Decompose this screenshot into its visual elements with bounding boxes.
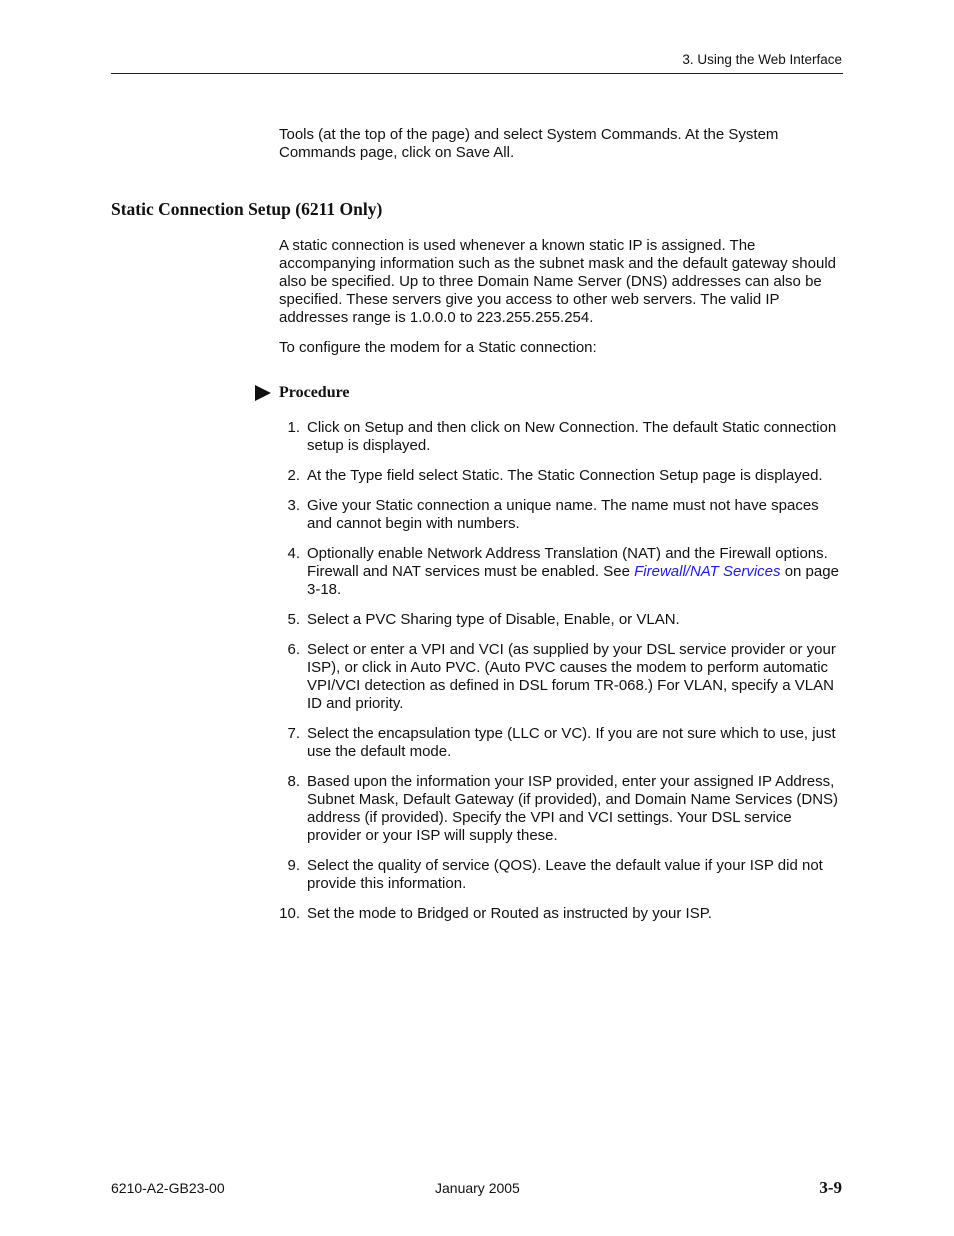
step-text-before: Optionally enable Network Address Translation (NAT) and the Firewall options. Firewall and NAT services must be enabled. See [307,545,828,580]
running-header: 3. Using the Web Interface [682,52,842,67]
procedure-steps [279,419,844,935]
step-number: 10. [279,905,300,922]
header-rule [111,73,843,74]
section-heading: Static Connection Setup (6211 Only) [111,199,383,219]
footer-date: January 2005 [435,1180,520,1196]
step-number: 9. [287,857,300,874]
step-text: Select a PVC Sharing type of Disable, Enable, or VLAN. [307,611,680,628]
list-item [279,497,844,533]
step-text: Select the quality of service (QOS). Leave the default value if your ISP did not provide this information. [307,857,823,892]
step-number: 8. [287,773,300,790]
footer-page-number: 3-9 [819,1178,842,1197]
step-text: Select the encapsulation type (LLC or VC). If you are not sure which to use, just use the default mode. [307,725,836,760]
step-number: 7. [287,725,300,742]
step-number: 6. [287,641,300,658]
step-text: At the Type field select Static. The Static Connection Setup page is displayed. [307,467,823,484]
step-text: Click on Setup and then click on New Connection. The default Static connection setup is displayed. [307,419,837,454]
intro-paragraph: Tools (at the top of the page) and select System Commands. At the System Commands page, click on Save All. [279,126,779,161]
step-number: 2. [287,467,300,484]
list-item [279,641,844,713]
triangle-right-icon [255,385,271,401]
list-item [279,905,844,923]
procedure-label: Procedure [279,384,350,401]
procedure-heading [255,384,350,402]
list-item [279,857,844,893]
list-item [279,545,844,599]
list-item [279,419,844,455]
list-item [279,611,844,629]
step-number: 5. [287,611,300,628]
section-paragraph-1: A static connection is used whenever a known static IP is assigned. The accompanying information such as the subnet mask and the default gateway should also be specified. Up to three Domain Name Server (DNS) addresses can also be specified. These servers give you access to other web servers. The valid IP addresses range is 1.0.0.0 to 223.255.255.254. [279,237,837,326]
step-text: Set the mode to Bridged or Routed as instructed by your ISP. [307,905,712,922]
list-item [279,725,844,761]
firewall-nat-services-link[interactable]: Firewall/NAT Services [634,563,781,580]
section-paragraph-2: To configure the modem for a Static connection: [279,339,597,356]
step-number: 4. [287,545,300,562]
step-text: Based upon the information your ISP provided, enter your assigned IP Address, Subnet Mask, Default Gateway (if provided), and Domain Name Services (DNS) address (if provided). Specify the VPI and VCI settings. Your DSL service provider or your ISP will supply these. [307,773,839,844]
list-item [279,467,844,485]
step-text-after: on page 3-18. [307,563,839,598]
step-number: 1. [287,419,300,436]
step-number: 3. [287,497,300,514]
list-item [279,773,844,845]
step-text: Give your Static connection a unique name. The name must not have spaces and cannot begin with numbers. [307,497,819,532]
footer-doc-number: 6210-A2-GB23-00 [111,1180,225,1196]
step-text: Select or enter a VPI and VCI (as supplied by your DSL service provider or your ISP), or click in Auto PVC. (Auto PVC causes the modem to perform automatic VPI/VCI detection as defined in DSL forum TR-068.) For VLAN, specify a VLAN ID and priority. [307,641,836,712]
